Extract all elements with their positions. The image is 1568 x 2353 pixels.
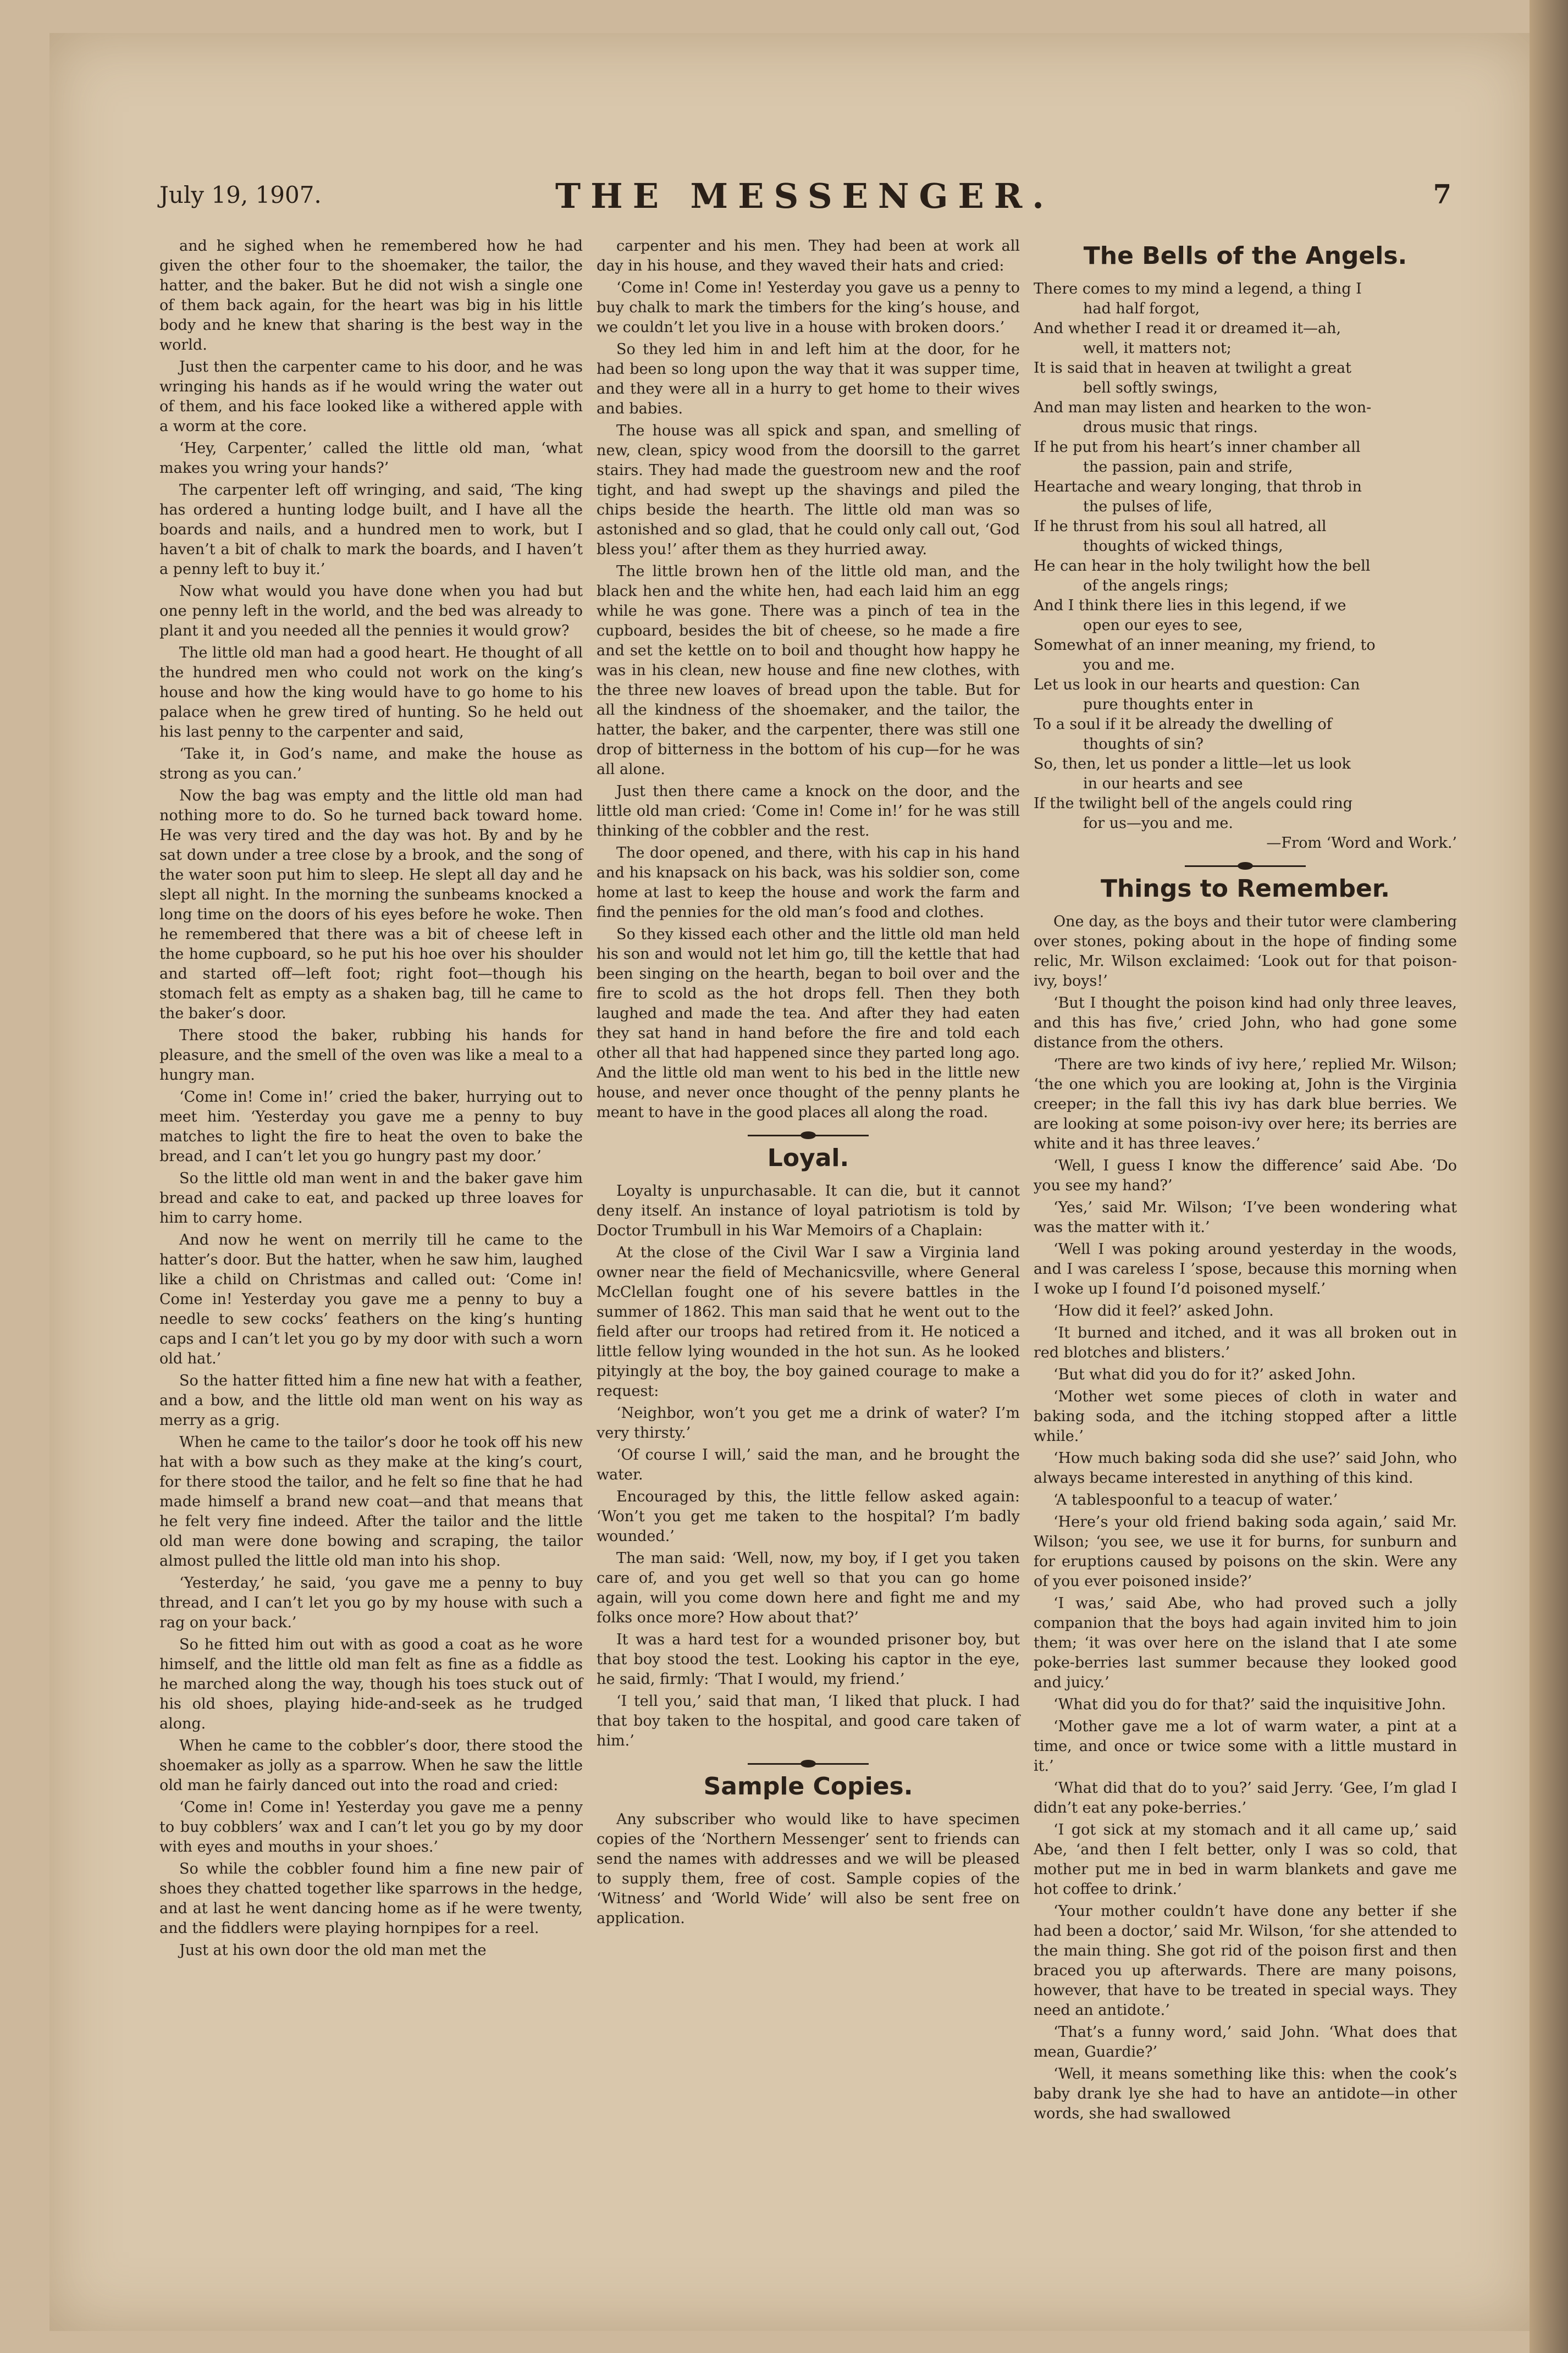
paragraph: Any subscriber who would like to have specimen copies of the ‘Northern Messenger’ sent to friends can send the names with addresses and we will be pleased to supply them, free of cost. Sample copies of the ‘Witness’ and ‘World Wide’ will also be sent free on application.: [597, 1811, 1020, 1927]
column-2: [597, 236, 1020, 1931]
section-divider: [1185, 865, 1306, 867]
paragraph: ‘Yesterday,’ he said, ‘you gave me a penny to buy thread, and I can’t let you go by my house with such a rag on your back.’: [159, 1575, 583, 1631]
poem-line: bell softly swings,: [1083, 379, 1218, 396]
section-divider: [748, 1763, 869, 1765]
paragraph: ‘I got sick at my stomach and it all came up,’ said Abe, ‘and then I felt better, only I was so cold, that mother put me in bed in warm blankets and gave me hot coffee to drink.’: [1034, 1821, 1457, 1898]
paragraph: ‘A tablespoonful to a teacup of water.’: [1053, 1492, 1338, 1509]
poem-line: And I think there lies in this legend, if we: [1034, 597, 1346, 614]
poem-line: you and me.: [1083, 656, 1175, 673]
sample-copies-title: Sample Copies.: [703, 1772, 913, 1800]
paragraph: Just then there came a knock on the door, and the little old man cried: ‘Come in! Come in!’ for he was still thinking of the cobbler and the rest.: [597, 783, 1020, 839]
paragraph: ‘How did it feel?’ asked John.: [1053, 1302, 1274, 1319]
paragraph: ‘Yes,’ said Mr. Wilson; ‘I’ve been wondering what was the matter with it.’: [1034, 1199, 1457, 1236]
paragraph: Loyalty is unpurchasable. It can die, but it cannot deny itself. An instance of loyal patriotism is told by Doctor Trumbull in his War Memoirs of a Chaplain:: [597, 1183, 1020, 1239]
poem-line: So, then, let us ponder a little—let us look: [1034, 755, 1351, 772]
paragraph: Just then the carpenter came to his door, and he was wringing his hands as if he would wring the water out of them, and his face looked like a withered apple with a worm at the core.: [159, 358, 583, 435]
remember-article: [1034, 912, 1457, 2124]
paragraph: ‘Well, it means something like this: when the cook’s baby drank lye she had to have an antidote—in other words, she had swallowed: [1034, 2065, 1457, 2122]
section-divider: [748, 1135, 869, 1136]
paragraph: ‘What did you do for that?’ said the inquisitive John.: [1053, 1696, 1446, 1713]
poem-line: And man may listen and hearken to the won-: [1034, 399, 1372, 416]
paragraph: One day, as the boys and their tutor were clambering over stones, poking about in the hope of finding some relic, Mr. Wilson exclaimed: ‘Look out for that poison-ivy, boys!’: [1034, 913, 1457, 990]
story-continued: [159, 236, 583, 1960]
paragraph: The little brown hen of the little old man, and the black hen and the white hen, had each laid him an egg while he was gone. There was a pinch of tea in the cupboard, besides the bit of cheese, so he made a fire and set the kettle on to boil and thought how happy he was in his clean, new house and fine new clothes, with the three new loaves of bread upon the table. But for all the kindness of the shoemaker, and the tailor, the hatter, the baker, and the carpenter, there was still one drop of bitterness in the bottom of his cup—for he was all alone.: [597, 563, 1020, 778]
poem-line: had half forgot,: [1083, 300, 1200, 317]
paragraph: ‘What did that do to you?’ said Jerry. ‘Gee, I’m glad I didn’t eat any poke-berries.’: [1034, 1780, 1457, 1816]
paragraph: The carpenter left off wringing, and said, ‘The king has ordered a hunting lodge built, and I have all the boards and nails, and a hundred men to work, but I haven’t a bit of chalk to mark the boards, and I haven’t a penny left to buy it.’: [159, 482, 583, 578]
poem-line: There comes to my mind a legend, a thing I: [1034, 280, 1362, 297]
paragraph: The door opened, and there, with his cap in his hand and his knapsack on his back, was his soldier son, come home at last to keep the house and work the farm and find the pennies for the old man’s food and clothes.: [597, 844, 1020, 921]
bells-poem: [1034, 279, 1457, 833]
poem-line: Somewhat of an inner meaning, my friend, to: [1034, 637, 1376, 654]
paragraph: ‘Here’s your old friend baking soda again,’ said Mr. Wilson; ‘you see, we use it for burns, for sunburn and for eruptions caused by poisons on the skin. Were any of you ever poisoned inside?’: [1034, 1514, 1457, 1590]
paragraph: So the hatter fitted him a fine new hat with a feather, and a bow, and the little old man went on his way as merry as a grig.: [159, 1372, 583, 1429]
bells-title: The Bells of the Angels.: [1083, 242, 1407, 270]
poem-line: If he put from his heart’s inner chamber all: [1034, 439, 1361, 456]
paragraph: When he came to the tailor’s door he took off his new hat with a bow such as they make at the king’s court, for there stood the tailor, and he felt so fine that he had made himself a brand new coat—and that means that he felt very fine indeed. After the tailor and the little old man were done bowing and scraping, the tailor almost pulled the little old man into his shop.: [159, 1434, 583, 1570]
poem-line: thoughts of sin?: [1083, 736, 1204, 753]
poem-line: in our hearts and see: [1083, 775, 1243, 792]
paragraph: It was a hard test for a wounded prisoner boy, but that boy stood the test. Looking his captor in the eye, he said, firmly: ‘That I would, my friend.’: [597, 1631, 1020, 1688]
poem-line: of the angels rings;: [1083, 577, 1229, 594]
story-ending: [597, 236, 1020, 1123]
paragraph: ‘But I thought the poison kind had only three leaves, and this has five,’ cried John, who had gone some distance from the others.: [1034, 995, 1457, 1051]
poem-line: thoughts of wicked things,: [1083, 538, 1283, 555]
paragraph: So while the cobbler found him a fine new pair of shoes they chatted together like sparrows in the hedge, and at last he went dancing home as if he were twenty, and the fiddlers were playing hornpipes for a reel.: [159, 1860, 583, 1937]
paragraph: ‘Come in! Come in! Yesterday you gave us a penny to buy chalk to mark the timbers for the king’s house, and we couldn’t let you live in a house with broken doors.’: [597, 279, 1020, 336]
poem-line: open our eyes to see,: [1083, 617, 1243, 634]
paragraph: ‘There are two kinds of ivy here,’ replied Mr. Wilson; ‘the one which you are looking at, John is the Virginia creeper; in the fall this ivy has dark blue berries. We are looking at some poison-ivy over here; its berries are white and it has three leaves.’: [1034, 1056, 1457, 1152]
paragraph: ‘Mother gave me a lot of warm water, a pint at a time, and once or twice some with a little mustard in it.’: [1034, 1718, 1457, 1775]
poem-line: well, it matters not;: [1083, 340, 1232, 357]
paragraph: Encouraged by this, the little fellow asked again: ‘Won’t you get me taken to the hospital? I’m badly wounded.’: [597, 1488, 1020, 1545]
paragraph: So the little old man went in and the baker gave him bread and cake to eat, and packed up three loaves for him to carry home.: [159, 1170, 583, 1227]
paragraph: ‘Take it, in God’s name, and make the house as strong as you can.’: [159, 745, 583, 782]
paragraph: ‘Well, I guess I know the difference’ said Abe. ‘Do you see my hand?’: [1034, 1157, 1457, 1194]
paragraph: Now what would you have done when you had but one penny left in the world, and the bed was already to plant it and you needed all the pennies it would grow?: [159, 583, 583, 639]
paragraph: ‘I was,’ said Abe, who had proved such a jolly companion that the boys had again invited him to join them; ‘it was over here on the island that I ate some poke-berries last summer because they looked good and juicy.’: [1034, 1595, 1457, 1691]
poem-line: To a soul if it be already the dwelling of: [1034, 716, 1332, 733]
paragraph: The little old man had a good heart. He thought of all the hundred men who could not work on the king’s house and how the king would have to go home to his palace when he grew tired of hunting. So he held out his last penny to the carpenter and said,: [159, 644, 583, 741]
page-header: [159, 176, 1451, 225]
paragraph: carpenter and his men. They had been at work all day in his house, and they waved their hats and cried:: [597, 237, 1020, 274]
paragraph: ‘That’s a funny word,’ said John. ‘What does that mean, Guardie?’: [1034, 2024, 1457, 2061]
poem-line: He can hear in the holy twilight how the bell: [1034, 557, 1371, 575]
paragraph: ‘It burned and itched, and it was all broken out in red blotches and blisters.’: [1034, 1324, 1457, 1361]
paragraph: And now he went on merrily till he came to the hatter’s door. But the hatter, when he saw him, laughed like a child on Christmas and called out: ‘Come in! Come in! Yesterday you gave me a penny to buy a needle to sew cocks’ feathers on the king’s hunting caps and I can’t let you go by my door with such a worn old hat.’: [159, 1231, 583, 1367]
poem-line: Heartache and weary longing, that throb in: [1034, 478, 1362, 495]
page-number: 7: [1433, 179, 1451, 210]
issue-date: July 19, 1907.: [159, 181, 322, 208]
paragraph: At the close of the Civil War I saw a Virginia land owner near the field of Mechanicsville, where General McClellan fought one of his severe battles in the summer of 1862. This man said that he went out to the field after our troops had retired from it. He noticed a little fellow lying wounded in the hot sun. As he looked pityingly at the boy, the boy gained courage to make a request:: [597, 1244, 1020, 1400]
paragraph: When he came to the cobbler’s door, there stood the shoemaker as jolly as a sparrow. When he saw the little old man he fairly danced out into the road and cried:: [159, 1737, 583, 1794]
poem-line: Let us look in our hearts and question: Can: [1034, 676, 1360, 693]
paragraph: So he fitted him out with as good a coat as he wore himself, and the little old man felt as fine as a fiddle as he marched along the way, though his toes stuck out of his old shoes, playing hide-and-seek as he trudged along.: [159, 1636, 583, 1732]
paragraph: ‘Come in! Come in!’ cried the baker, hurrying out to meet him. ‘Yesterday you gave me a penny to buy matches to light the fire to heat the oven to bake the bread, and I can’t let you go hungry past my door.’: [159, 1089, 583, 1165]
remember-title: Things to Remember.: [1100, 875, 1390, 903]
poem-line: If the twilight bell of the angels could ring: [1034, 795, 1353, 812]
poem-line: for us—you and me.: [1083, 815, 1233, 832]
paragraph: ‘I tell you,’ said that man, ‘I liked that pluck. I had that boy taken to the hospital, and good care taken of him.’: [597, 1693, 1020, 1749]
poem-line: And whether I read it or dreamed it—ah,: [1034, 320, 1341, 337]
page-spine: [1530, 0, 1568, 2353]
paragraph: ‘Mother wet some pieces of cloth in water and baking soda, and the itching stopped after a little while.’: [1034, 1388, 1457, 1445]
poem-line: If he thrust from his soul all hatred, all: [1034, 518, 1327, 535]
paragraph: ‘Come in! Come in! Yesterday you gave me a penny to buy cobblers’ wax and I can’t let you go by my door with eyes and mouths in your shoes.’: [159, 1799, 583, 1855]
paragraph: ‘But what did you do for it?’ asked John.: [1053, 1366, 1356, 1383]
paragraph: ‘Neighbor, won’t you get me a drink of water? I’m very thirsty.’: [597, 1405, 1020, 1441]
paragraph: Now the bag was empty and the little old man had nothing more to do. So he turned back toward home. He was very tired and the day was hot. By and by he sat down under a tree close by a brook, and the song of the water soon put him to sleep. He slept all day and he slept all night. In the morning the sunbeams knocked a long time on the doors of his eyes before he woke. Then he remembered that there was a bit of cheese left in the home cupboard, so he put his hoe over his shoulder and started off—left foot; right foot—though his stomach felt as empty as a shaken bag, till he came to the baker’s door.: [159, 787, 583, 1022]
poem-line: It is said that in heaven at twilight a great: [1034, 360, 1351, 377]
paragraph: ‘Well I was poking around yesterday in the woods, and I was careless I ’spose, because this morning when I woke up I found I’d poisoned myself.’: [1034, 1241, 1457, 1297]
paragraph: Just at his own door the old man met the: [179, 1942, 487, 1959]
poem-line: the passion, pain and strife,: [1083, 459, 1293, 476]
paragraph: The man said: ‘Well, now, my boy, if I get you taken care of, and you get well so that you can go home again, will you come down here and fight me and my folks once more? How about that?’: [597, 1550, 1020, 1626]
sample-copies-notice: [597, 1810, 1020, 1929]
paragraph: So they kissed each other and the little old man held his son and would not let him go, till the kettle that had been singing on the hearth, began to boil over and the fire to scold as the hot drops fell. Then they both laughed and made the tea. And after they had eaten they sat hand in hand before the fire and told each other all that had happened since they parted long ago. And the little old man went to his bed in the little new house, and never once thought of the penny plants he meant to have in the good places all along the road.: [597, 926, 1020, 1121]
poem-line: pure thoughts enter in: [1083, 696, 1254, 713]
paragraph: ‘Hey, Carpenter,’ called the little old man, ‘what makes you wring your hands?’: [159, 440, 583, 477]
masthead: THE MESSENGER.: [555, 176, 1054, 216]
paragraph: ‘How much baking soda did she use?’ said John, who always became interested in anything of this kind.: [1034, 1450, 1457, 1487]
loyal-title: Loyal.: [767, 1144, 849, 1172]
paragraph: There stood the baker, rubbing his hands for pleasure, and the smell of the oven was like a meal to a hungry man.: [159, 1027, 583, 1084]
poem-line: the pulses of life,: [1083, 498, 1213, 515]
loyal-article: [597, 1181, 1020, 1751]
poem-credit: —From ‘Word and Work.’: [1266, 835, 1457, 852]
column-3: [1034, 236, 1457, 2126]
poem-line: drous music that rings.: [1083, 419, 1258, 436]
paragraph: So they led him in and left him at the door, for he had been so long upon the way that it was supper time, and they were all in a hurry to get home to their wives and babies.: [597, 341, 1020, 417]
paragraph: ‘Of course I will,’ said the man, and he brought the water.: [597, 1446, 1020, 1483]
column-1: [159, 236, 583, 1963]
paragraph: and he sighed when he remembered how he had given the other four to the shoemaker, the tailor, the hatter, and the baker. But he did not wish a single one of them back again, for the heart was big in his little body and he knew that sharing is the best way in the world.: [159, 237, 583, 353]
paragraph: ‘Your mother couldn’t have done any better if she had been a doctor,’ said Mr. Wilson, ‘for she attended to the main thing. She got rid of the poison first and then braced you up afterwards. There are many poisons, however, that have to be treated in special ways. They need an antidote.’: [1034, 1903, 1457, 2019]
paragraph: The house was all spick and span, and smelling of new, clean, spicy wood from the doorsill to the garret stairs. They had made the guestroom new and the roof tight, and had swept up the shavings and piled the chips beside the hearth. The little old man was so astonished and so glad, that he could only call out, ‘God bless you!’ after them as they hurried away.: [597, 422, 1020, 558]
